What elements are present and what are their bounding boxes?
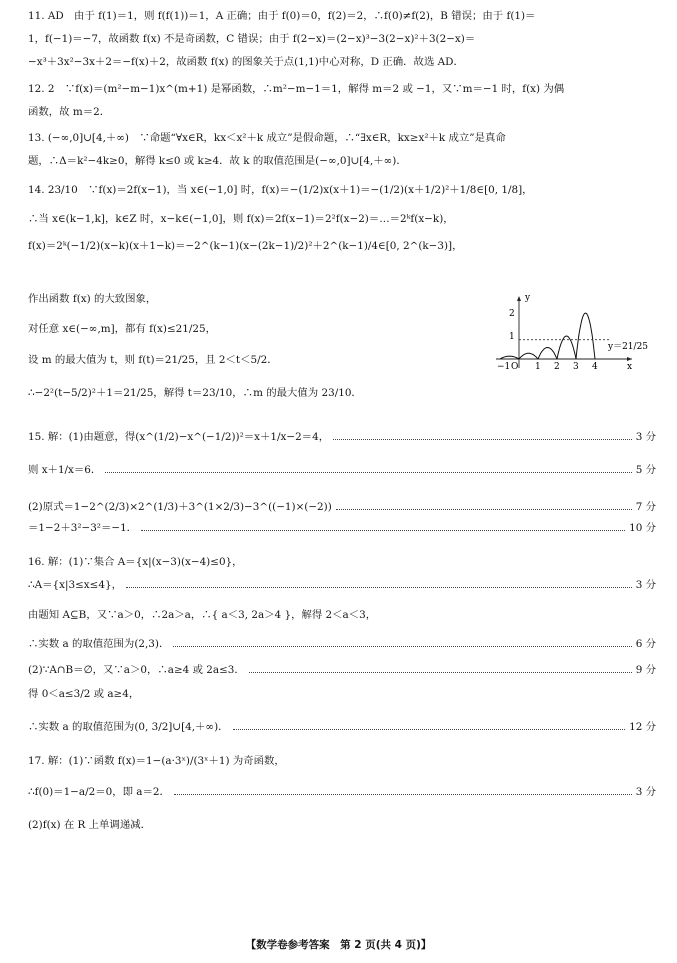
line-text: ∴当 x∈(k−1,k]，k∈Z 时，x−k∈(−1,0]，则 f(x)＝2f(x−1)＝2²f(x−2)＝…＝2ᵏf(x−k)， — [28, 213, 454, 225]
line-l18 — [28, 521, 656, 535]
score-label: 6 分 — [635, 638, 656, 650]
line-l26 — [28, 754, 656, 768]
line-text: 12. 2 ∵f(x)＝(m²−m−1)x^(m+1) 是幂函数，∴m²−m−1＝1，解得 m＝2 或 −1，又∵m＝−1 时，f(x) 为偶 — [28, 83, 565, 95]
score-label: 7 分 — [635, 501, 656, 513]
y-tick-labels — [509, 309, 515, 342]
line-text: 函数，故 m＝2． — [28, 106, 111, 118]
x-tick-label: 2 — [554, 362, 560, 372]
line-text: 得 0＜a≤3/2 或 a≥4， — [28, 688, 140, 700]
line-text: ∴f(0)＝1−a/2＝0，即 a＝2． — [28, 786, 170, 798]
score-label: 5 分 — [635, 464, 656, 476]
line-text: ∴实数 a 的取值范围为(0, 3/2]∪[4,＋∞)． — [28, 721, 229, 733]
line-l22 — [28, 637, 656, 651]
curve-arch — [519, 353, 538, 359]
score-label: 12 分 — [629, 721, 656, 733]
x-axis-label: x — [627, 362, 633, 372]
line-text: ∴−2²(t−5/2)²＋1＝21/25，解得 t＝23/10，∴m 的最大值为 23/10． — [28, 387, 362, 399]
line-l07 — [28, 154, 656, 168]
score-label: 9 分 — [635, 664, 656, 676]
line-l28 — [28, 818, 656, 832]
score-label: 3 分 — [635, 786, 656, 798]
x-tick-label: −1 — [497, 362, 511, 372]
dot-leader — [233, 728, 626, 730]
line-text: 11. AD 由于 f(1)＝1，则 f(f(1))＝1，A 正确；由于 f(0)＝0，f(2)＝2，∴f(0)≠f(2)，B 错误；由于 f(1)＝ — [28, 10, 536, 22]
dot-leader — [173, 645, 631, 647]
line-text: 16. 解：(1)∵集合 A＝{x|(x−3)(x−4)≤0}， — [28, 556, 243, 568]
y-tick-label: 1 — [509, 332, 515, 342]
line-text: 14. 23/10 ∵f(x)＝2f(x−1)，当 x∈(−1,0] 时，f(x)＝−(1/2)x(x＋1)＝−(1/2)(x＋1/2)²＋1/8∈[0, 1/8]， — [28, 184, 533, 196]
line-text: 作出函数 f(x) 的大致图象， — [28, 293, 157, 305]
line-l10 — [28, 239, 656, 253]
curve-arch — [576, 313, 595, 359]
dot-leader — [105, 471, 631, 473]
line-text: 由题知 A⊆B，又∵a＞0，∴2a＞a，∴{ a＜3, 2a＞4 }，解得 2＜a＜3， — [28, 609, 377, 621]
line-text: 对任意 x∈(−∞,m]，都有 f(x)≤21/25， — [28, 323, 216, 335]
line-l24 — [28, 687, 656, 701]
dot-leader — [126, 586, 632, 588]
line-l06 — [28, 131, 656, 145]
line-l21 — [28, 608, 656, 622]
line-text: 设 m 的最大值为 t，则 f(t)＝21/25，且 2＜t＜5/2． — [28, 354, 278, 366]
dot-leader — [249, 671, 632, 673]
line-text: 13. (−∞,0]∪[4,＋∞) ∵命题“∀x∈R，kx＜x²＋k 成立”是假命题，∴“∃x∈R，kx≥x²＋k 成立”是真命 — [28, 132, 506, 144]
line-text: 15. 解：(1)由题意，得(x^(1/2)−x^(−1/2))²＝x＋1/x−2＝4， — [28, 431, 330, 443]
line-text: 1，f(−1)＝−7，故函数 f(x) 不是奇函数，C 错误；由于 f(2−x)＝(2−x)³−3(2−x)²＋3(2−x)＝ — [28, 33, 476, 45]
x-tick-label: 4 — [592, 362, 598, 372]
line-l04 — [28, 82, 656, 96]
line-text: (2)原式＝1−2^(2/3)×2^(1/3)＋3^(1×2/3)−3^((−1)×(−2)) — [28, 501, 332, 513]
score-label: 10 分 — [629, 522, 656, 534]
function-graph — [490, 292, 649, 372]
x-tick-label: 3 — [573, 362, 579, 372]
line-l14 — [28, 386, 656, 400]
line-l19 — [28, 555, 656, 569]
line-text: f(x)＝2ᵏ(−1/2)(x−k)(x＋1−k)＝−2^(k−1)(x−(2k−1)/2)²＋2^(k−1)/4∈[0, 2^(k−3)]， — [28, 240, 463, 252]
x-axis-arrow — [627, 357, 632, 361]
line-l03 — [28, 55, 656, 69]
dot-leader — [174, 793, 632, 795]
line-text: 17. 解：(1)∵函数 f(x)＝1−(a·3ˣ)/(3ˣ＋1) 为奇函数， — [28, 755, 285, 767]
line-text: ∴A＝{x|3≤x≤4}， — [28, 579, 122, 591]
line-l08 — [28, 183, 656, 197]
line-l01 — [28, 9, 656, 23]
y-axis-label: y — [525, 293, 531, 303]
line-l02 — [28, 32, 656, 46]
line-l25 — [28, 720, 656, 734]
line-l23 — [28, 663, 656, 677]
y-axis-arrow — [517, 296, 521, 301]
line-text: (2)∵A∩B＝∅，又∵a＞0，∴a≥4 或 2a≤3． — [28, 664, 245, 676]
line-l27 — [28, 785, 656, 799]
dot-leader — [141, 529, 625, 531]
dot-leader — [333, 438, 632, 440]
origin-label: O — [511, 362, 519, 372]
line-text: 则 x＋1/x＝6． — [28, 464, 102, 476]
curve-arch — [538, 348, 557, 360]
line-text: ＝1−2＋3²−3²＝−1． — [28, 522, 138, 534]
page-footer: 【数学卷参考答案 第 2 页(共 4 页)】 — [245, 939, 432, 951]
dot-leader — [336, 508, 632, 510]
x-tick-label: 1 — [535, 362, 541, 372]
line-l17 — [28, 500, 656, 514]
line-l09 — [28, 212, 656, 226]
line-text: (2)f(x) 在 R 上单调递减． — [28, 819, 151, 831]
y-tick-label: 2 — [509, 309, 515, 319]
line-l15 — [28, 430, 656, 444]
line-text: ∴实数 a 的取值范围为(2,3)． — [28, 638, 170, 650]
threshold-line-label: y＝21/25 — [608, 342, 649, 352]
line-text: −x³＋3x²−3x＋2＝−f(x)＋2，故函数 f(x) 的图象关于点(1,1)中心对称，D 正确．故选 AD． — [28, 56, 464, 68]
line-l16 — [28, 463, 656, 477]
score-label: 3 分 — [635, 431, 656, 443]
line-l05 — [28, 105, 656, 119]
line-l20 — [28, 578, 656, 592]
line-text: 题，∴Δ＝k²−4k≥0，解得 k≤0 或 k≥4．故 k 的取值范围是(−∞,0]∪[4,＋∞)． — [28, 155, 407, 167]
score-label: 3 分 — [635, 579, 656, 591]
